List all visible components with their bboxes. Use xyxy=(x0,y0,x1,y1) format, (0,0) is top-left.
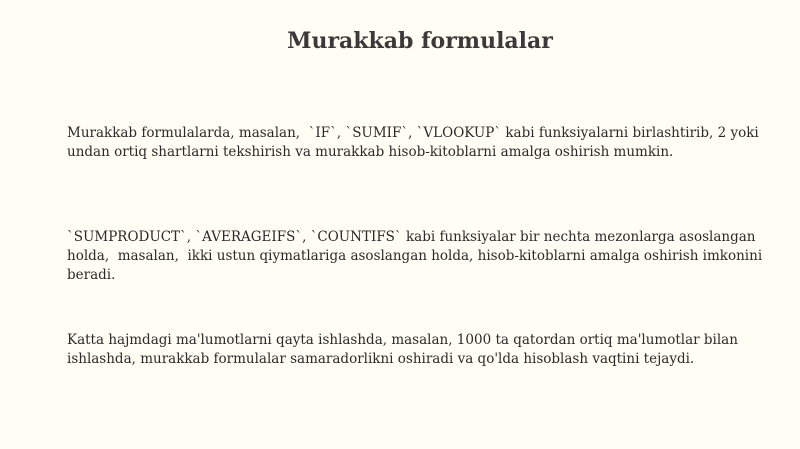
paragraph-complex-formulas: Murakkab formulalarda, masalan, `IF`, `SUMIF`, `VLOOKUP` kabi funksiyalarni birlashtirib, 2 yoki undan ortiq shartlarni tekshirish va murakkab hisob-kitoblarni amalga oshirish mumkin. xyxy=(67,125,764,160)
paragraph-multi-criteria-functions: `SUMPRODUCT`, `AVERAGEIFS`, `COUNTIFS` kabi funksiyalar bir nechta mezonlarga asoslangan holda, masalan, ikki ustun qiymatlariga asoslangan holda, hisob-kitoblarni amalga oshirish imkonini beradi. xyxy=(67,229,767,283)
paragraph-large-data-efficiency: Katta hajmdagi ma'lumotlarni qayta ishlashda, masalan, 1000 ta qatordan ortiq ma'lumotlar bilan ishlashda, murakkab formulalar samaradorlikni oshiradi va qo'lda hisoblash vaqtini tejaydi. xyxy=(67,332,743,367)
slide-title: Murakkab formulalar xyxy=(287,28,553,54)
